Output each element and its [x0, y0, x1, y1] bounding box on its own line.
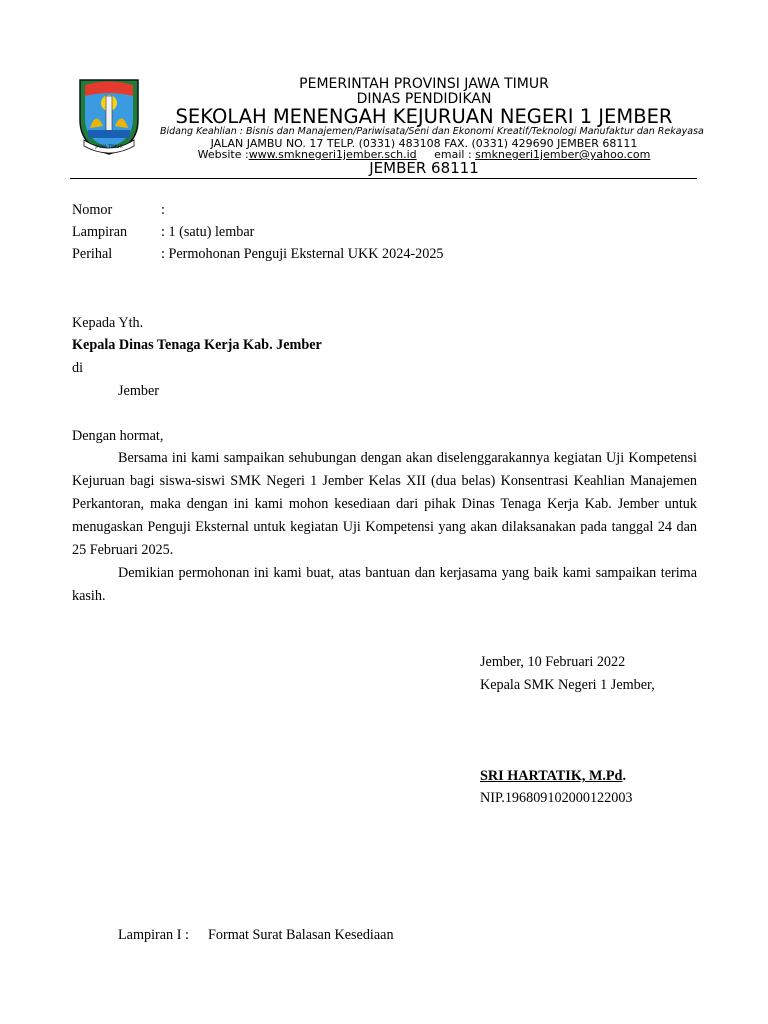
perihal-value: : Permohonan Penguji Eksternal UKK 2024-2025 — [161, 246, 444, 262]
government-line: PEMERINTAH PROVINSI JAWA TIMUR — [299, 76, 549, 92]
attachment-value: Format Surat Balasan Kesediaan — [208, 927, 394, 943]
signature-name-line — [480, 767, 626, 785]
school-name: SEKOLAH MENENGAH KEJURUAN NEGERI 1 JEMBER — [175, 105, 673, 128]
logo-banner-text: JAWA TIMUR — [95, 145, 123, 150]
body-paragraph-2: Demikian permohonan ini kami buat, atas bantuan dan kerjasama yang baik kami sampaikan terima kasih. — [72, 565, 697, 604]
city-postal: JEMBER 68111 — [369, 159, 479, 177]
greeting: Dengan hormat, — [72, 428, 164, 444]
provincial-logo — [76, 76, 142, 156]
email-label: email : — [434, 148, 476, 161]
signature-name: SRI HARTATIK, M.Pd — [480, 768, 623, 784]
attachment-label: Lampiran I : — [118, 927, 189, 943]
signature-name-suffix: . — [622, 768, 626, 784]
recipient-di: di — [72, 360, 84, 376]
school-address: JALAN JAMBU NO. 17 TELP. (0331) 483108 FAX. (0331) 429690 JEMBER 68111 — [210, 137, 638, 150]
letterhead-divider — [70, 178, 697, 179]
lampiran-label: Lampiran — [72, 224, 128, 240]
lampiran-value: : 1 (satu) lembar — [161, 224, 255, 240]
nomor-value: : — [161, 202, 165, 218]
recipient-salutation: Kepada Yth. — [72, 315, 144, 331]
department-line: DINAS PENDIDIKAN — [356, 91, 492, 107]
expertise-fields: Bidang Keahlian : Bisnis dan Manajemen/Pariwisata/Seni dan Ekonomi Kreatif/Teknologi Manufaktur dan Rekayasa — [160, 126, 704, 137]
perihal-label: Perihal — [72, 246, 113, 262]
nomor-label: Nomor — [72, 202, 113, 218]
recipient-place: Jember — [118, 383, 159, 399]
email-link[interactable]: smknegeri1jember@yahoo.com — [475, 148, 651, 161]
body-paragraph-1: Bersama ini kami sampaikan sehubungan dengan akan diselenggarakannya kegiatan Uji Kompetensi Kejuruan bagi siswa-siswi SMK Negeri 1 Jember Kelas XII (dua belas) Konsentrasi Keahlian Manajemen Perkantoran, maka dengan ini kami mohon kesediaan dari pihak Dinas Tenaga Kerja Kab. Jember untuk menugaskan Penguji Eksternal untuk kegiatan Uji Kompetensi yang akan dilaksanakan pada tanggal 24 dan 25 Februari 2025. — [72, 450, 697, 558]
website-link[interactable]: www.smknegeri1jember.sch.id — [248, 148, 417, 161]
signature-nip: NIP.196809102000122003 — [480, 790, 633, 806]
recipient-name: Kepala Dinas Tenaga Kerja Kab. Jember — [72, 337, 322, 353]
signature-position: Kepala SMK Negeri 1 Jember, — [480, 677, 655, 693]
signature-place-date: Jember, 10 Februari 2022 — [480, 654, 626, 670]
website-label: Website : — [197, 148, 249, 161]
